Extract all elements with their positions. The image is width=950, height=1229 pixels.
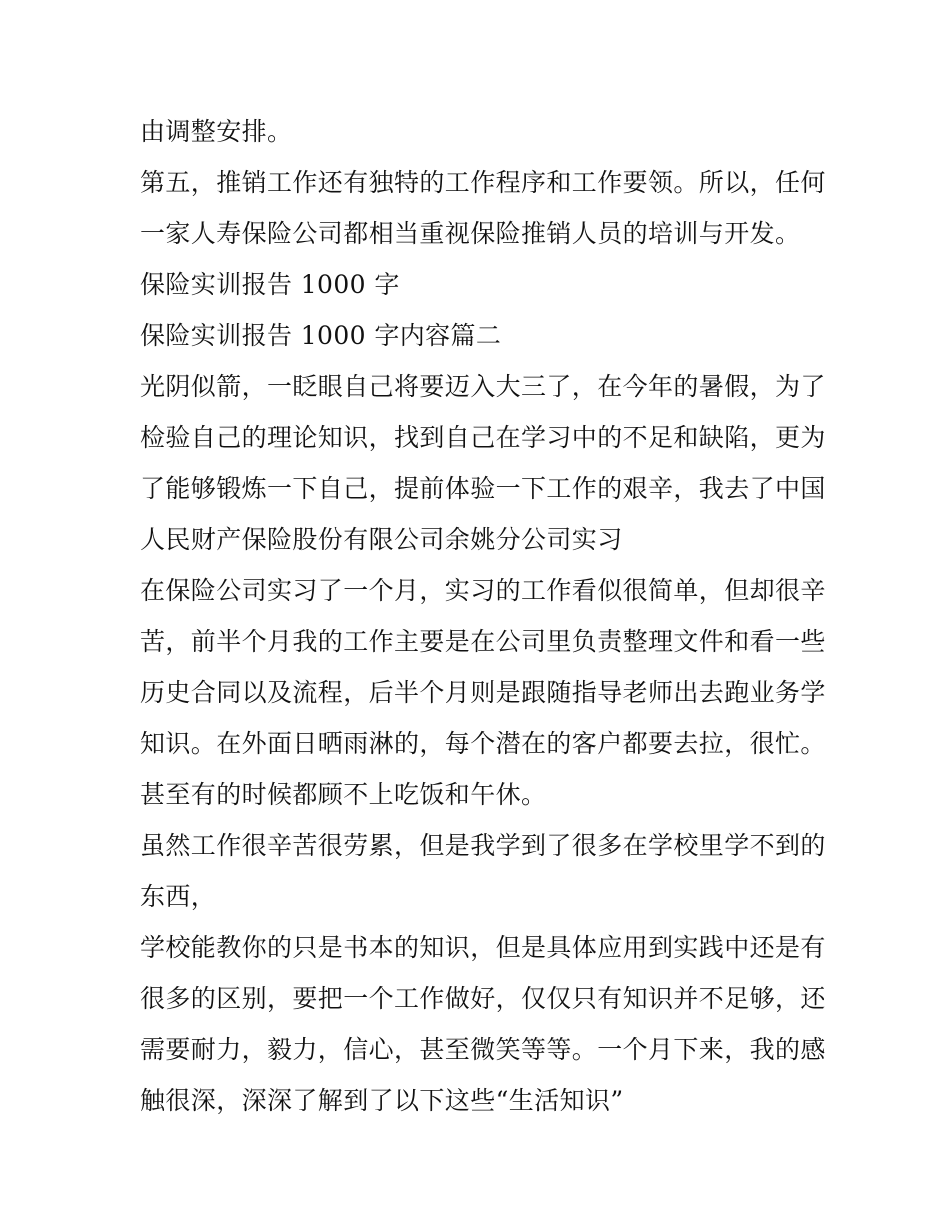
text-line: 触很深，深深了解到了以下这些“生活知识” bbox=[140, 1086, 624, 1115]
text-line: 甚至有的时候都顾不上吃饭和午休。 bbox=[140, 780, 547, 809]
text-line: 一家人寿保险公司都相当重视保险推销人员的培训与开发。 bbox=[140, 219, 801, 248]
text-line: 在保险公司实习了一个月，实习的工作看似很简单，但却很辛 bbox=[140, 576, 826, 605]
text-line: 了能够锻炼一下自己，提前体验一下工作的艰辛，我去了中国 bbox=[140, 474, 826, 503]
text-line: 检验自己的理论知识，找到自己在学习中的不足和缺陷，更为 bbox=[140, 423, 826, 452]
text-line: 东西， bbox=[140, 882, 217, 911]
text-line: 知识。在外面日晒雨淋的，每个潜在的客户都要去拉，很忙。 bbox=[140, 729, 826, 758]
text-line: 历史合同以及流程，后半个月则是跟随指导老师出去跑业务学 bbox=[140, 678, 826, 707]
text-line: 需要耐力，毅力，信心，甚至微笑等等。一个月下来，我的感 bbox=[140, 1035, 826, 1064]
section-subtitle: 保险实训报告 1000 字内容篇二 bbox=[140, 321, 502, 350]
text-line: 光阴似箭，一眨眼自己将要迈入大三了，在今年的暑假，为了 bbox=[140, 372, 826, 401]
text-line: 第五，推销工作还有独特的工作程序和工作要领。所以，任何 bbox=[140, 168, 826, 197]
text-line: 虽然工作很辛苦很劳累，但是我学到了很多在学校里学不到的 bbox=[140, 831, 826, 860]
document-body bbox=[140, 106, 826, 1126]
section-title: 保险实训报告 1000 字 bbox=[140, 270, 400, 299]
text-line: 由调整安排。 bbox=[140, 117, 293, 146]
text-line: 人民财产保险股份有限公司余姚分公司实习 bbox=[140, 525, 623, 554]
text-line: 苦，前半个月我的工作主要是在公司里负责整理文件和看一些 bbox=[140, 627, 826, 656]
text-line: 学校能教你的只是书本的知识，但是具体应用到实践中还是有 bbox=[140, 933, 826, 962]
text-line: 很多的区别，要把一个工作做好，仅仅只有知识并不足够，还 bbox=[140, 984, 826, 1013]
